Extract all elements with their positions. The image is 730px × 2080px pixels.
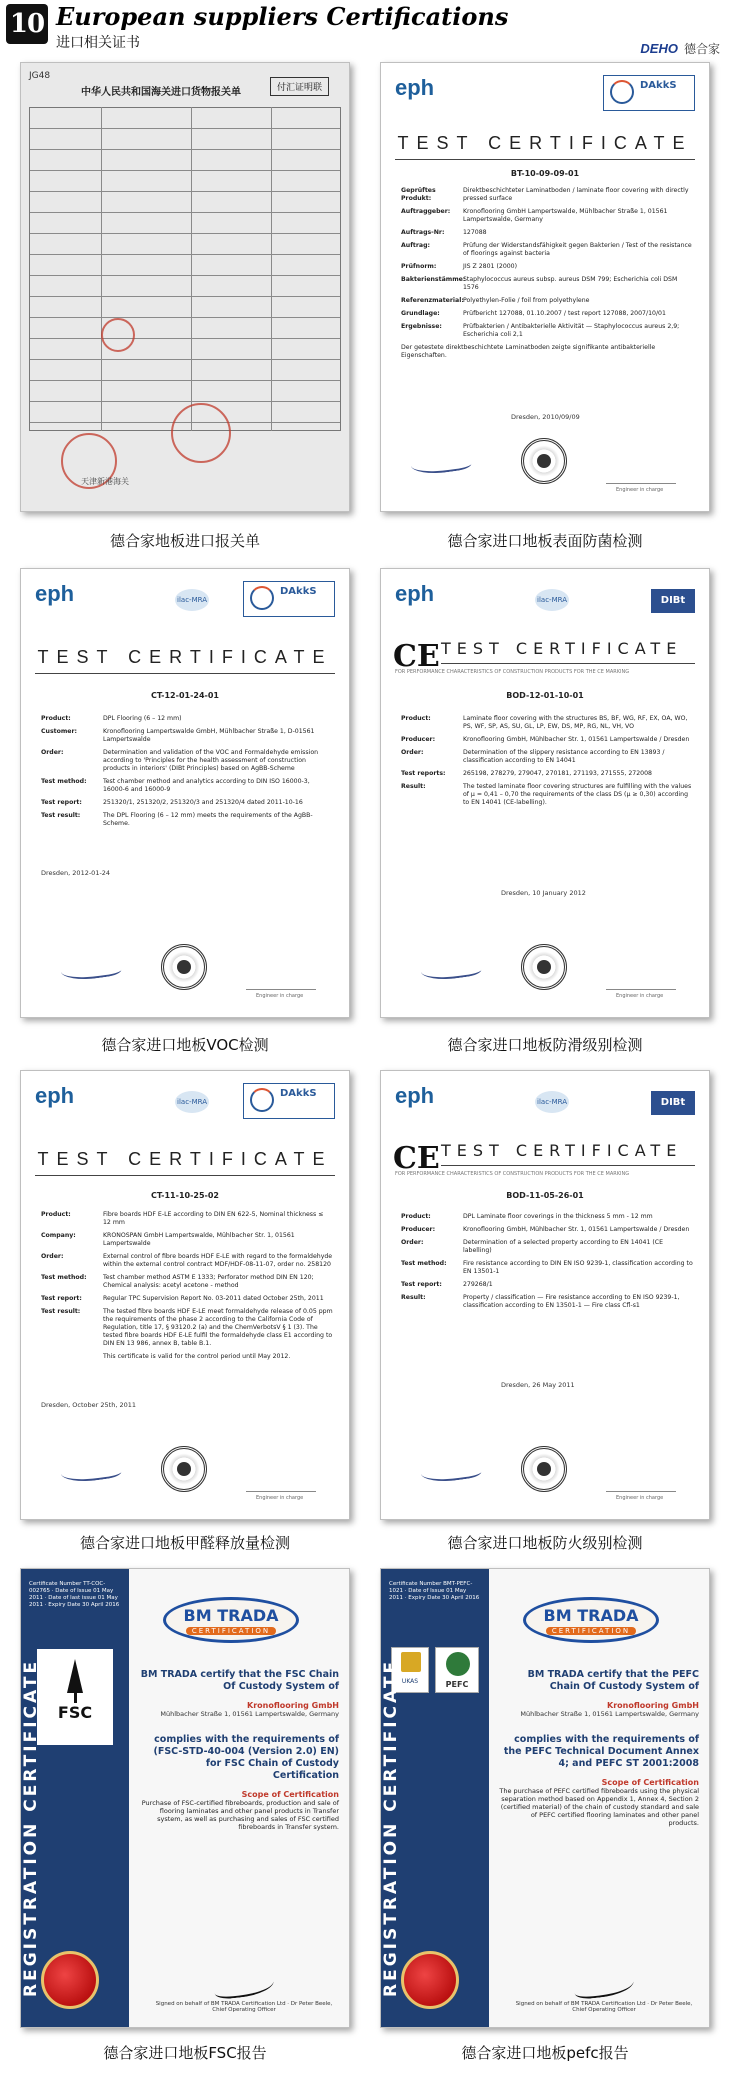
field-row: Test reports: 265198, 278279, 279047, 270181, 271193, 271555, 272008 bbox=[401, 770, 652, 777]
field-row: Test method: Test chamber method ASTM E 1333; Perforator method DIN EN 120; Chemical analysis: acetyl acetone - method bbox=[41, 1274, 314, 1289]
cert-caption: 德合家进口地板防火级别检测 bbox=[447, 1534, 643, 1552]
tree-icon bbox=[55, 1659, 95, 1703]
signature bbox=[213, 1972, 275, 2000]
certificate-date: Dresden, 2010/09/09 bbox=[511, 413, 580, 421]
company-name: Kronoflooring GmbH bbox=[607, 1701, 699, 1710]
field-row: Order: Determination and validation of the VOC and Formaldehyde emission according to 'Principles for the health assessment of construction products in interiors' (DIBt Principles) based on AgBB-Scheme bbox=[41, 749, 319, 772]
cert-caption: 德合家地板进口报关单 bbox=[109, 532, 260, 550]
complies-text: complies with the requirements of the PEFC Technical Document Annex 4; and PEFC ST 2001:2008 bbox=[503, 1734, 699, 1769]
brand-logo: DEHO bbox=[640, 41, 678, 56]
pefc-logo: PEFC bbox=[435, 1647, 479, 1693]
signature bbox=[60, 1459, 122, 1485]
scope-heading: Scope of Certification bbox=[241, 1790, 339, 1799]
field-row: Test method: Fire resistance according to DIN EN ISO 9239-1, classification according to EN 13501-1 bbox=[401, 1260, 693, 1275]
fire-test-certificate[interactable] bbox=[380, 1070, 710, 1520]
field-row: Auftrag: Prüfung der Widerstandsfähigkeit gegen Bakterien / Test of the resistance of floorings against bacteria bbox=[401, 242, 692, 257]
certificate-number: BOD-12-01-10-01 bbox=[506, 691, 584, 700]
formaldehyde-test-certificate[interactable] bbox=[20, 1070, 350, 1520]
eph-logo: eph bbox=[395, 1083, 435, 1108]
certify-heading: BM TRADA certify that the FSC Chain Of Custody System of bbox=[140, 1669, 339, 1692]
side-title: REGISTRATION CERTIFICATE bbox=[381, 1658, 401, 1997]
certificate-logos bbox=[395, 1083, 695, 1123]
certificate-body bbox=[499, 1669, 699, 1827]
cert-caption: 德合家进口地板VOC检测 bbox=[101, 1036, 269, 1054]
customs-title: 中华人民共和国海关进口货物报关单 bbox=[81, 87, 241, 98]
field-row: Test report: Regular TPC Supervision Report No. 03-2011 dated October 25th, 2011 bbox=[41, 1295, 324, 1302]
field-row: Grundlage: Prüfbericht 127088, 01.10.2007 / test report 127088, 2007/10/01 bbox=[401, 310, 666, 317]
certificate-logos bbox=[395, 581, 695, 621]
field-row: Producer: Kronoflooring GmbH, Mühlbacher Str. 1, 01561 Lampertswalde / Dresden bbox=[401, 736, 690, 743]
bm-trada-logo: BM TRADA CERTIFICATION bbox=[523, 1597, 659, 1643]
brand bbox=[640, 40, 720, 57]
ilac-logo: ilac-MRA bbox=[175, 589, 209, 611]
field-row: Auftrags-Nr: 127088 bbox=[401, 229, 487, 236]
field-row: Result: Property / classification — Fire resistance according to EN ISO 9239-1, classification according to EN 13501-1 — Fire class Cfl-s1 bbox=[401, 1294, 680, 1309]
fsc-logo: FSC bbox=[37, 1649, 113, 1745]
certificate-fields bbox=[401, 187, 693, 365]
certificate-title: TEST CERTIFICATE bbox=[37, 1149, 333, 1169]
certificate-date: Dresden, 26 May 2011 bbox=[501, 1381, 575, 1389]
bm-trada-logo: BM TRADA CERTIFICATION bbox=[163, 1597, 299, 1643]
field-row: Referenzmaterial: Polyethylen-Folie / foil from polyethylene bbox=[401, 297, 590, 304]
dakks-logo: DAkkS bbox=[243, 1083, 335, 1119]
certificate-fields bbox=[41, 1211, 333, 1366]
signature bbox=[420, 957, 482, 983]
field-row: Producer: Kronoflooring GmbH, Mühlbacher Str. 1, 01561 Lampertswalde / Dresden bbox=[401, 1226, 690, 1233]
page-subtitle: 进口相关证书 bbox=[56, 35, 140, 51]
seal-icon bbox=[161, 1446, 207, 1492]
customs-header-code: JG48 bbox=[29, 71, 51, 81]
certificate-side-band bbox=[381, 1569, 489, 2027]
field-row: Test result: The tested fibre boards HDF E-LE meet formaldehyde release of 0.05 ppm the requirements of the phase 2 according to the California Code of Regulation, title 17, § 93120.2 (a) and the ChemVerbotsV § 1 (3). The tested fibre boards HDF E-LE fulfil the formaldehyde class E1 according to DIN EN 13 986, annex B, table B.1. bbox=[41, 1308, 333, 1347]
cert-caption: 德合家进口地板甲醛释放量检测 bbox=[79, 1534, 290, 1552]
field-row: Product: Laminate floor covering with the structures BS, BF, WG, RF, EX, OA, WO, PS, WF, SP, AS, SU, GL, LP, EW, DS, MP, RG, NL, VH, VO bbox=[401, 715, 688, 730]
field-row: Order: Determination of a selected property according to EN 14041 (CE labelling) bbox=[401, 1239, 664, 1254]
field-row: Prüfnorm: JIS Z 2801 (2000) bbox=[401, 263, 518, 270]
signature-label: Engineer in charge bbox=[256, 993, 304, 999]
customs-stamp-box: 付汇证明联 bbox=[270, 77, 329, 96]
field-row: Geprüftes Produkt: Direktbeschichteter Laminatboden / laminate floor covering with directly pressed surface bbox=[401, 187, 689, 202]
ilac-logo: ilac-MRA bbox=[175, 1091, 209, 1113]
ukas-logo: UKAS bbox=[391, 1647, 429, 1693]
signature-label: Engineer in charge bbox=[616, 1495, 664, 1501]
field-row: Order: External control of fibre boards HDF E-LE with regard to the formaldehyde within the external control contract MDF/HDF-08-11-07, order no. 258120 bbox=[41, 1253, 333, 1268]
complies-text: complies with the requirements of (FSC-STD-40-004 (Version 2.0) EN) for FSC Chain of Custody Certification bbox=[153, 1734, 339, 1781]
red-stamp bbox=[171, 403, 231, 463]
field-row: Product: DPL Flooring (6 – 12 mm) bbox=[41, 715, 182, 722]
certify-heading: BM TRADA certify that the PEFC Chain Of Custody System of bbox=[527, 1669, 699, 1692]
signature bbox=[410, 451, 472, 477]
certificate-title: TEST CERTIFICATE bbox=[37, 647, 333, 667]
signature-label: Engineer in charge bbox=[256, 1495, 304, 1501]
side-title: REGISTRATION CERTIFICATE bbox=[21, 1658, 41, 1997]
certificate-logos bbox=[35, 1083, 335, 1123]
field-row: Test report: 251320/1, 251320/2, 251320/3 and 251320/4 dated 2011-10-16 bbox=[41, 799, 303, 806]
customs-footer: 天津新港海关 bbox=[81, 477, 129, 486]
certificate-date: Dresden, 10 January 2012 bbox=[501, 889, 586, 897]
certificate-date: Dresden, 2012-01-24 bbox=[41, 869, 111, 877]
brand-name: 德合家 bbox=[683, 42, 720, 56]
eph-logo: eph bbox=[35, 1083, 75, 1108]
certificate-date: Dresden, October 25th, 2011 bbox=[41, 1401, 136, 1409]
certificate-logos bbox=[395, 75, 695, 115]
red-seal-icon bbox=[41, 1951, 99, 2009]
certificate-meta: Certificate Number BMT-PEFC-1021 · Date of Issue 01 May 2011 · Expiry Date 30 April 2016 bbox=[389, 1581, 480, 1601]
page-title: European suppliers Certifications bbox=[56, 2, 509, 31]
certificate-title: TEST CERTIFICATE bbox=[441, 1141, 683, 1160]
cert-caption: 德合家进口地板防滑级别检测 bbox=[447, 1036, 643, 1054]
customs-form-grid bbox=[29, 107, 341, 431]
section-number-badge: 10 bbox=[6, 4, 48, 44]
ce-mark-icon: CE bbox=[393, 1141, 440, 1176]
signature bbox=[573, 1972, 635, 2000]
scope-text: The purchase of PEFC certified fibreboards using the physical separation method based on Appendix 1, Annex 4, Section 2 (certified material) of the chain of custody standard and sale of PEFC certified flooring laminates and other panel products. bbox=[499, 1787, 699, 1827]
signature-block: Signed on behalf of BM TRADA Certification Ltd · Dr Peter Beele, Chief Operating Officer bbox=[149, 1975, 339, 2013]
field-row: Product: DPL Laminate floor coverings in the thickness 5 mm - 12 mm bbox=[401, 1213, 653, 1220]
dibt-logo: DIBt bbox=[651, 589, 695, 613]
certificate-logos bbox=[35, 581, 335, 621]
company-address: Mühlbacher Straße 1, 01561 Lampertswalde, Germany bbox=[160, 1710, 339, 1718]
field-row: Test result: The DPL Flooring (6 – 12 mm) meets the requirements of the AgBB-Scheme. bbox=[41, 812, 313, 827]
eph-logo: eph bbox=[395, 581, 435, 606]
certificate-number: BOD-11-05-26-01 bbox=[506, 1191, 584, 1200]
field-row: Customer: Kronoflooring Lampertswalde GmbH, Mühlbacher Straße 1, D-01561 Lampertswalde bbox=[41, 728, 315, 743]
certificate-meta: Certificate Number TT-COC-002765 · Date of Issue 01 May 2011 · Date of last issue 01 May 2011 · Expiry Date 30 April 2016 bbox=[29, 1581, 120, 1608]
field-row: Result: The tested laminate floor covering structures are fulfilling with the values of μ = 0,41 – 0,70 the requirements of the class DS (μ ≥ 0,30) according to EN 14041 (CE-labelling). bbox=[401, 783, 692, 806]
dakks-logo: DAkkS bbox=[243, 581, 335, 617]
accreditation-logos bbox=[391, 1647, 481, 1697]
signature bbox=[420, 1459, 482, 1485]
dakks-logo: DAkkS bbox=[603, 75, 695, 111]
field-row: Ergebnisse: Prüfbakterien / Antibakterielle Aktivität — Staphylococcus aureus 2,9; Escherichia coli 2,1 bbox=[401, 323, 680, 338]
scope-heading: Scope of Certification bbox=[601, 1778, 699, 1787]
seal-icon bbox=[521, 438, 567, 484]
signature-label: Engineer in charge bbox=[616, 993, 664, 999]
antibacterial-test-certificate[interactable] bbox=[380, 62, 710, 512]
signature-block: Signed on behalf of BM TRADA Certification Ltd · Dr Peter Beele, Chief Operating Officer bbox=[509, 1975, 699, 2013]
seal-icon bbox=[521, 1446, 567, 1492]
field-row: Auftraggeber: Kronoflooring GmbH Lampertswalde, Mühlbacher Straße 1, 01561 Lampertswalde, Germany bbox=[401, 208, 668, 223]
eph-logo: eph bbox=[35, 581, 75, 606]
fsc-registration-certificate[interactable] bbox=[20, 1568, 350, 2028]
signature-label: Engineer in charge bbox=[616, 487, 664, 493]
ce-note: FOR PERFORMANCE CHARACTERISTICS OF CONSTRUCTION PRODUCTS FOR THE CE MARKING bbox=[395, 1171, 630, 1177]
certificate-title: TEST CERTIFICATE bbox=[441, 639, 683, 658]
certificate-fields bbox=[401, 1213, 693, 1315]
conclusion-text: Der getestete direktbeschichtete Laminatboden zeigte signifikante antibakterielle Eigenschaften. bbox=[401, 344, 656, 359]
eph-logo: eph bbox=[395, 75, 435, 100]
company-name: Kronoflooring GmbH bbox=[247, 1701, 339, 1710]
field-row: Bakterienstämme: Staphylococcus aureus subsp. aureus DSM 799; Escherichia coli DSM 1576 bbox=[401, 276, 678, 291]
slip-test-certificate[interactable] bbox=[380, 568, 710, 1018]
cert-caption: 德合家进口地板FSC报告 bbox=[103, 2044, 267, 2062]
certificate-number: BT-10-09-09-01 bbox=[510, 169, 580, 178]
seal-icon bbox=[161, 944, 207, 990]
certificate-number: CT-12-01-24-01 bbox=[151, 691, 219, 700]
certificate-side-band bbox=[21, 1569, 129, 2027]
ce-note: FOR PERFORMANCE CHARACTERISTICS OF CONSTRUCTION PRODUCTS FOR THE CE MARKING bbox=[395, 669, 630, 675]
company-address: Mühlbacher Straße 1, 01561 Lampertswalde, Germany bbox=[520, 1710, 699, 1718]
signature bbox=[60, 957, 122, 983]
field-row: Test method: Test chamber method and analytics according to DIN ISO 16000-3, 16000-6 and 16000-9 bbox=[41, 778, 310, 793]
certificate-body bbox=[139, 1669, 339, 1831]
field-row: This certificate is valid for the control period until May 2012. bbox=[103, 1353, 291, 1360]
ilac-logo: ilac-MRA bbox=[535, 1091, 569, 1113]
red-stamp bbox=[101, 318, 135, 352]
pefc-registration-certificate[interactable] bbox=[380, 1568, 710, 2028]
voc-test-certificate[interactable] bbox=[20, 568, 350, 1018]
certificate-title: TEST CERTIFICATE bbox=[397, 133, 693, 153]
field-row: Product: Fibre boards HDF E-LE according to DIN EN 622-5, Nominal thickness ≤ 12 mm bbox=[41, 1211, 324, 1226]
cert-caption: 德合家进口地板表面防菌检测 bbox=[447, 532, 643, 550]
seal-icon bbox=[521, 944, 567, 990]
scope-text: Purchase of FSC-certified fibreboards, production and sale of flooring laminates and other panel products in Transfer system, as well as purchasing and sales of FSC certified fibreboards in Transfer system. bbox=[141, 1799, 339, 1831]
ilac-logo: ilac-MRA bbox=[535, 589, 569, 611]
customs-declaration-document[interactable] bbox=[20, 62, 350, 512]
certificate-number: CT-11-10-25-02 bbox=[151, 1191, 219, 1200]
cert-caption: 德合家进口地板pefc报告 bbox=[461, 2044, 629, 2062]
dibt-logo: DIBt bbox=[651, 1091, 695, 1115]
certificate-fields bbox=[41, 715, 333, 833]
ce-mark-icon: CE bbox=[393, 639, 440, 674]
field-row: Test report: 279268/1 bbox=[401, 1281, 493, 1288]
certificate-fields bbox=[401, 715, 693, 812]
field-row: Order: Determination of the slippery resistance according to EN 13893 / classification according to EN 14041 bbox=[401, 749, 665, 764]
field-row: Company: KRONOSPAN GmbH Lampertswalde, Mühlbacher Str. 1, 01561 Lampertswalde bbox=[41, 1232, 295, 1247]
page-header bbox=[0, 0, 730, 60]
red-seal-icon bbox=[401, 1951, 459, 2009]
